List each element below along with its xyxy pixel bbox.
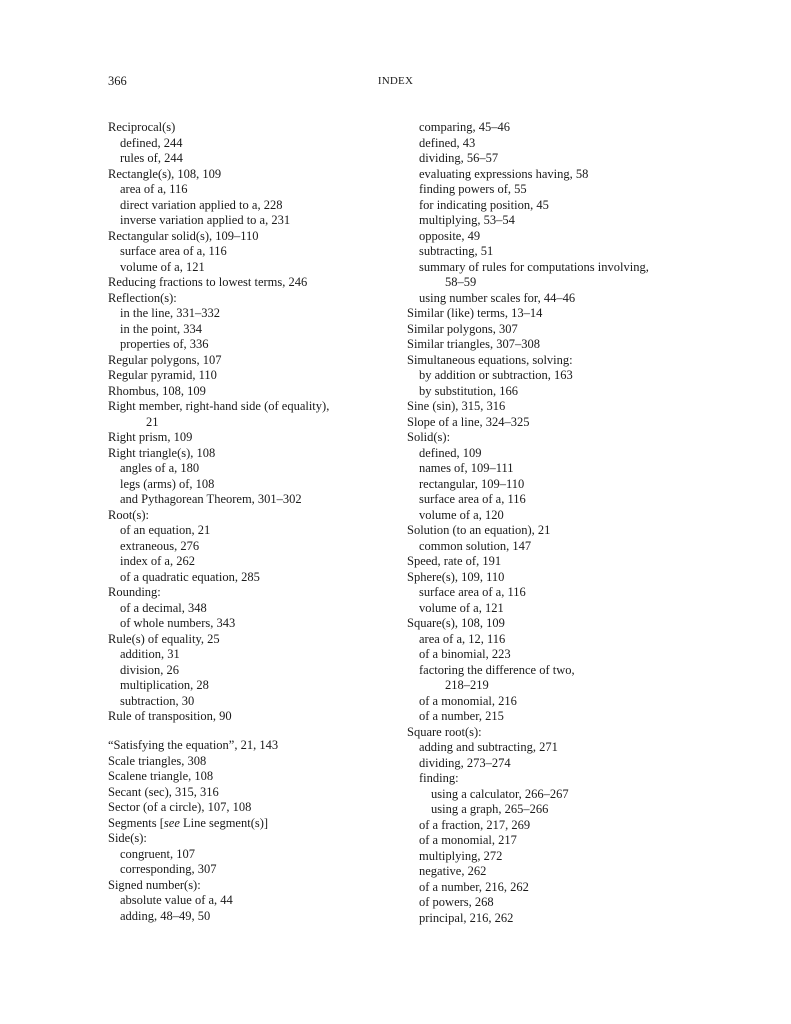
index-subentry: absolute value of a, 44	[120, 893, 233, 907]
index-entry: Side(s):	[108, 831, 147, 845]
index-column-left	[108, 120, 408, 924]
entry-text: Line segment(s)]	[179, 815, 269, 830]
index-entry: Sector (of a circle), 107, 108	[108, 800, 252, 814]
index-subentry: of powers, 268	[419, 895, 494, 909]
index-entry: Right prism, 109	[108, 430, 193, 444]
index-subentry: surface area of a, 116	[419, 585, 526, 599]
index-subentry: dividing, 56–57	[419, 151, 499, 165]
index-entry: Scale triangles, 308	[108, 753, 207, 768]
index-subentry: of a number, 215	[419, 709, 504, 723]
index-subentry: in the line, 331–332	[120, 306, 220, 320]
index-subentry: summary of rules for computations involving,	[419, 259, 649, 274]
index-subentry: area of a, 116	[120, 182, 188, 196]
index-subentry: using number scales for, 44–46	[419, 290, 576, 305]
index-subentry: of a number, 216, 262	[419, 879, 529, 894]
index-entry: Simultaneous equations, solving:	[407, 352, 573, 367]
index-subentry: volume of a, 121	[419, 600, 504, 615]
index-subentry: congruent, 107	[120, 846, 195, 861]
index-subentry: corresponding, 307	[120, 862, 217, 876]
index-subentry: multiplying, 53–54	[419, 213, 515, 227]
page-number: 366	[108, 74, 127, 88]
index-subentry: and Pythagorean Theorem, 301–302	[120, 492, 302, 506]
index-subentry-continuation: 218–219	[445, 678, 489, 692]
index-subentry: of a quadratic equation, 285	[120, 569, 260, 584]
index-entry: Slope of a line, 324–325	[407, 414, 530, 429]
index-subentry: adding and subtracting, 271	[419, 740, 558, 754]
index-subentry: angles of a, 180	[120, 461, 200, 475]
index-subentry: adding, 48–49, 50	[120, 908, 211, 923]
index-entry: Sphere(s), 109, 110	[407, 569, 505, 584]
index-subentry: surface area of a, 116	[419, 492, 526, 506]
index-subentry: of a fraction, 217, 269	[419, 817, 531, 832]
running-head-title: INDEX	[377, 75, 414, 87]
index-subentry: negative, 262	[419, 864, 487, 878]
index-subentry: area of a, 12, 116	[419, 631, 506, 646]
index-entry: Regular polygons, 107	[108, 352, 222, 367]
index-subentry: by substitution, 166	[419, 383, 518, 398]
index-subentry: rules of, 244	[120, 151, 183, 165]
index-entry: Rounding:	[108, 585, 161, 599]
index-subentry-continuation: 58–59	[445, 275, 477, 289]
index-subentry: of an equation, 21	[120, 523, 211, 537]
index-subentry: in the point, 334	[120, 321, 202, 336]
index-subentry: extraneous, 276	[120, 538, 200, 553]
index-entry: Rule(s) of equality, 25	[108, 631, 220, 646]
index-entry: Regular pyramid, 110	[108, 368, 217, 382]
index-subsubentry: using a graph, 265–266	[431, 802, 549, 816]
entry-text: Segments [	[108, 815, 164, 830]
index-entry: Square(s), 108, 109	[407, 616, 505, 630]
index-subentry: inverse variation applied to a, 231	[120, 213, 291, 227]
index-subentry: names of, 109–111	[419, 461, 514, 475]
index-entry: Rhombus, 108, 109	[108, 383, 206, 398]
entry-group-gap	[108, 725, 408, 739]
index-subentry: division, 26	[120, 662, 180, 677]
index-entry: Similar triangles, 307–308	[407, 337, 540, 351]
index-entry: Scalene triangle, 108	[108, 769, 214, 783]
index-entry: Secant (sec), 315, 316	[108, 784, 219, 799]
index-entry: “Satisfying the equation”, 21, 143	[108, 738, 279, 752]
index-subentry: of a monomial, 217	[419, 833, 517, 847]
index-subentry: subtraction, 30	[120, 693, 195, 708]
index-subentry: of a binomial, 223	[419, 647, 511, 661]
index-subentry: defined, 244	[120, 135, 183, 150]
index-subentry: dividing, 273–274	[419, 755, 511, 770]
index-entry: Right triangle(s), 108	[108, 445, 216, 460]
index-subentry: finding powers of, 55	[419, 182, 527, 196]
index-entry: Square root(s):	[407, 724, 482, 739]
index-entry: Reflection(s):	[108, 290, 177, 305]
index-subentry: evaluating expressions having, 58	[419, 166, 589, 181]
index-subentry: factoring the difference of two,	[419, 662, 575, 677]
index-entry: Reciprocal(s)	[108, 120, 176, 134]
index-entry	[108, 816, 408, 832]
index-subentry: rectangular, 109–110	[419, 476, 525, 491]
index-entry: Similar (like) terms, 13–14	[407, 306, 543, 320]
index-entry: Similar polygons, 307	[407, 321, 518, 336]
index-subentry: of a monomial, 216	[419, 693, 517, 708]
index-column-right	[407, 120, 707, 926]
index-subentry: multiplication, 28	[120, 678, 209, 692]
index-entry: Rectangular solid(s), 109–110	[108, 228, 259, 243]
index-subentry: index of a, 262	[120, 554, 195, 568]
index-subentry: for indicating position, 45	[419, 197, 549, 212]
index-entry-continuation: 21	[146, 414, 159, 429]
index-subentry: principal, 216, 262	[419, 910, 514, 925]
index-subentry: defined, 109	[419, 445, 482, 460]
index-entry: Signed number(s):	[108, 877, 201, 892]
index-subentry: defined, 43	[419, 135, 476, 150]
index-subentry: finding:	[419, 771, 459, 785]
index-entry: Rectangle(s), 108, 109	[108, 166, 222, 181]
index-subentry: of a decimal, 348	[120, 600, 207, 615]
index-subentry: multiplying, 272	[419, 848, 503, 863]
index-subentry: subtracting, 51	[419, 244, 494, 258]
index-entry: Sine (sin), 315, 316	[407, 399, 506, 413]
index-subentry: volume of a, 120	[419, 507, 504, 522]
index-subentry: of whole numbers, 343	[120, 616, 236, 630]
index-subentry: legs (arms) of, 108	[120, 476, 215, 491]
index-subentry: by addition or subtraction, 163	[419, 368, 573, 382]
index-subentry: comparing, 45–46	[419, 120, 510, 134]
index-entry: Right member, right-hand side (of equality),	[108, 399, 330, 413]
index-subsubentry: using a calculator, 266–267	[431, 786, 569, 801]
index-entry: Solution (to an equation), 21	[407, 523, 551, 537]
index-entry: Speed, rate of, 191	[407, 554, 502, 568]
index-subentry: common solution, 147	[419, 538, 532, 553]
index-subentry: properties of, 336	[120, 337, 209, 351]
index-entry: Rule of transposition, 90	[108, 709, 232, 723]
index-subentry: opposite, 49	[419, 228, 481, 243]
index-subentry: direct variation applied to a, 228	[120, 197, 283, 212]
index-subentry: surface area of a, 116	[120, 244, 227, 258]
index-entry: Reducing fractions to lowest terms, 246	[108, 275, 308, 289]
index-entry: Root(s):	[108, 507, 149, 522]
index-entry: Solid(s):	[407, 430, 451, 444]
index-subentry: volume of a, 121	[120, 259, 205, 274]
index-subentry: addition, 31	[120, 647, 180, 661]
see-reference: see	[163, 815, 180, 830]
